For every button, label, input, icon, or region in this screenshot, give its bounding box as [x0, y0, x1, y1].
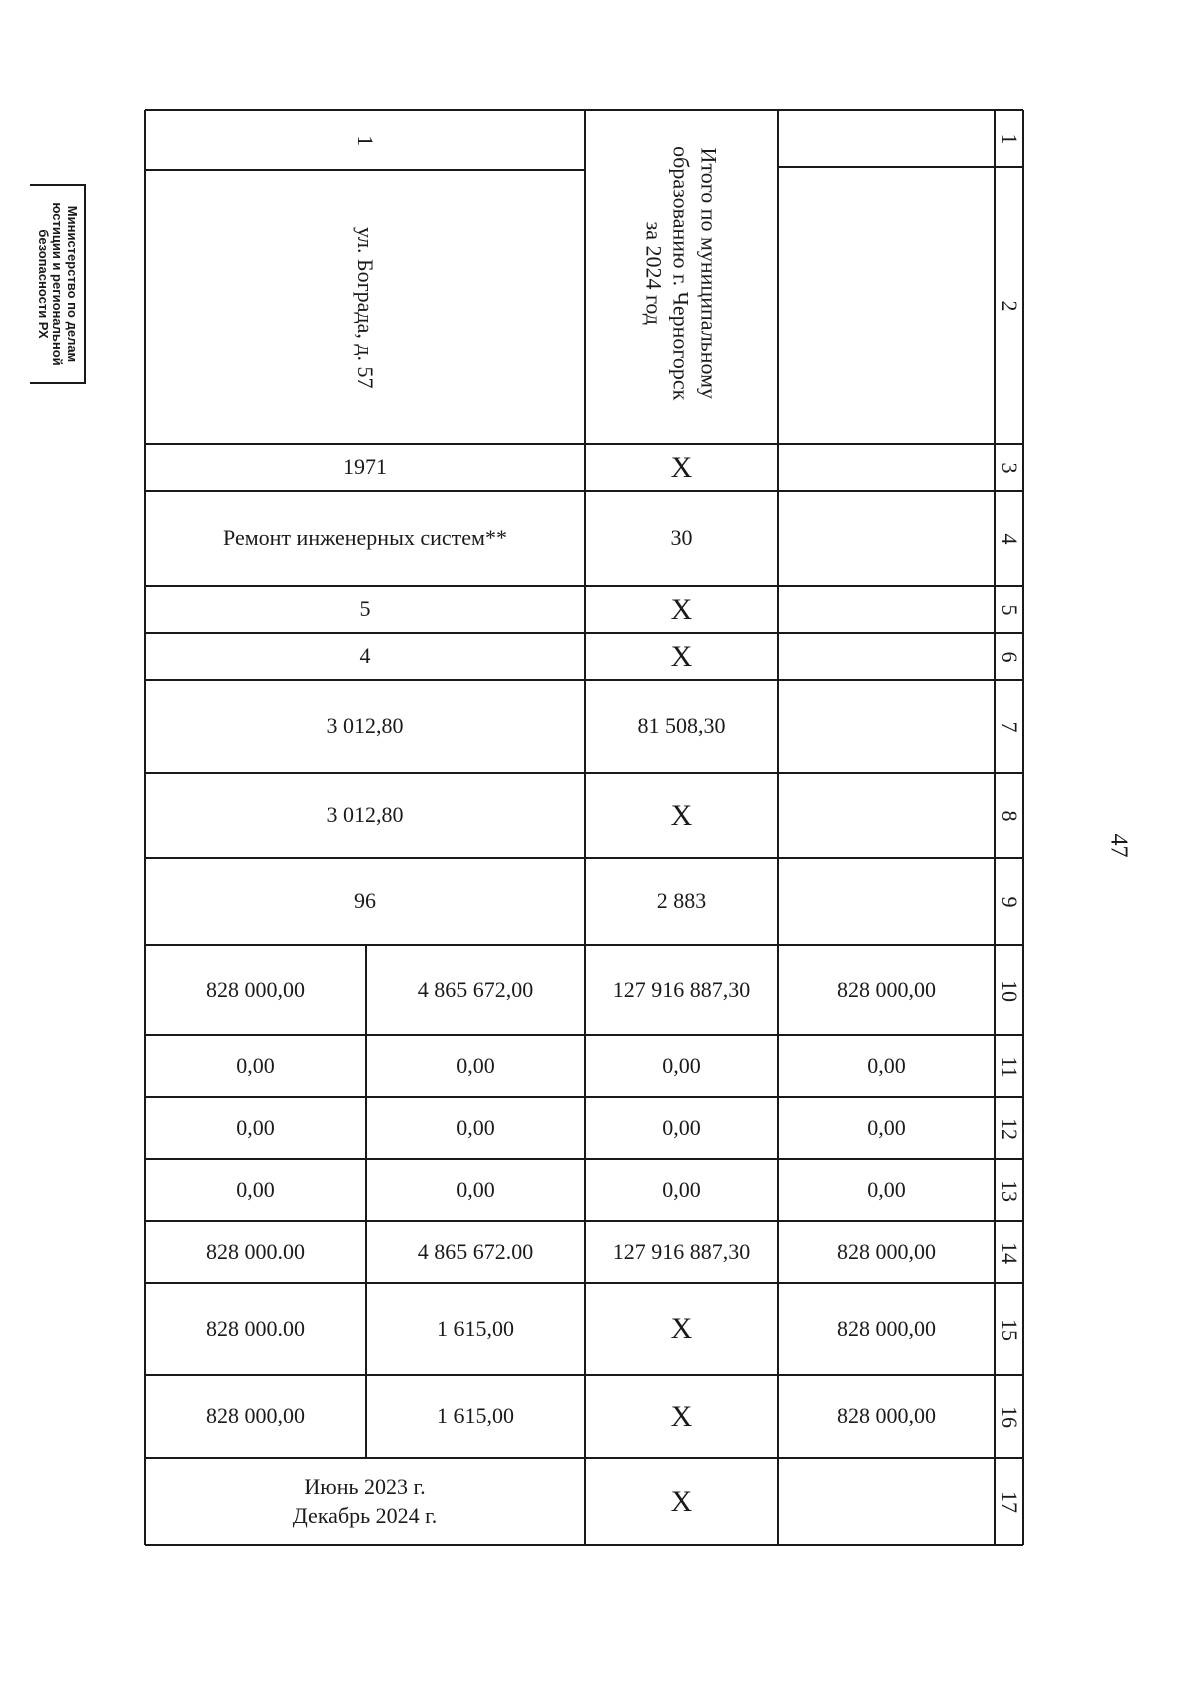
value-cell: 5 [359, 596, 371, 622]
amount-cell: 4 865 672.00 [417, 1238, 534, 1264]
column-index: 17 [997, 1491, 1022, 1513]
column-index: 6 [997, 651, 1022, 663]
column-index: 15 [997, 1319, 1022, 1341]
total-cell: Х [670, 592, 693, 626]
amount-cell: 828 000.00 [206, 1315, 305, 1341]
amount-cell: 828 000,00 [206, 1403, 305, 1429]
total-cell: 2 883 [656, 888, 707, 914]
total-cell: Х [670, 1312, 693, 1345]
total-cell: 0,00 [662, 1176, 701, 1202]
column-index: 3 [997, 462, 1022, 474]
amount-cell: 0,00 [456, 1114, 495, 1140]
total-cell: Х [670, 450, 693, 484]
ministry-stamp: Министерство по делам юстиции и региональной безопасности РХ [30, 184, 86, 384]
address-label: ул. Бограда, д. 57 [352, 226, 378, 389]
column-index: 14 [997, 1242, 1022, 1264]
total-cell: Х [670, 639, 693, 673]
amount-cell: 0,00 [456, 1176, 495, 1202]
amount-cell: 828 000.00 [206, 1238, 305, 1264]
value-cell: 4 [359, 643, 371, 669]
amount-cell: 0,00 [456, 1052, 495, 1078]
amount-cell: 0,00 [867, 1052, 906, 1078]
total-cell: Х [670, 1399, 693, 1433]
total-cell: 0,00 [662, 1052, 701, 1078]
column-index: 13 [997, 1180, 1022, 1202]
amount-cell: 1 615,00 [437, 1315, 514, 1341]
amount-cell: 828 000,00 [837, 1315, 936, 1341]
amount-cell: 0,00 [867, 1114, 906, 1140]
column-index: 8 [997, 810, 1022, 822]
amount-cell: 828 000,00 [837, 976, 936, 1002]
address-column-number: 1 [352, 135, 378, 147]
total-cell: 127 916 887,30 [612, 1238, 751, 1264]
amount-cell: 0,00 [236, 1114, 275, 1140]
column-index: 7 [997, 721, 1022, 733]
column-index: 1 [997, 133, 1022, 145]
column-index: 5 [997, 604, 1022, 616]
total-label: Итого по муниципальному образованию г. Черногорск за 2024 год [641, 146, 722, 401]
column-index: 12 [997, 1118, 1022, 1140]
total-cell: 81 508,30 [637, 713, 726, 739]
amount-cell: 0,00 [236, 1052, 275, 1078]
amount-cell: 0,00 [236, 1176, 275, 1202]
area-cell: 3 012,80 [326, 713, 404, 739]
period-cell: Июнь 2023 г. Декабрь 2024 г. [292, 1473, 438, 1528]
column-index: 9 [997, 896, 1022, 908]
column-index: 10 [997, 980, 1022, 1002]
column-index: 16 [997, 1406, 1022, 1428]
page-number: 47 [1105, 833, 1132, 858]
work-type-cell: Ремонт инженерных систем** [223, 525, 507, 551]
column-index: 11 [997, 1056, 1022, 1078]
amount-cell: 828 000,00 [206, 976, 305, 1002]
column-index: 4 [997, 533, 1022, 545]
amount-cell: 4 865 672,00 [417, 976, 534, 1002]
amount-cell: 828 000,00 [837, 1403, 936, 1429]
amount-cell: 828 000,00 [837, 1238, 936, 1264]
residents-cell: 96 [354, 888, 376, 914]
total-cell: Х [670, 798, 693, 832]
total-cell: 127 916 887,30 [612, 976, 751, 1002]
amount-cell: 0,00 [867, 1176, 906, 1202]
build-year-cell: 1971 [343, 454, 387, 480]
amount-cell: 1 615,00 [437, 1403, 514, 1429]
area-cell: 3 012,80 [326, 802, 404, 828]
column-index: 2 [997, 300, 1022, 312]
total-cell: 30 [670, 525, 693, 551]
total-cell: 0,00 [662, 1114, 701, 1140]
total-cell: Х [670, 1484, 693, 1518]
